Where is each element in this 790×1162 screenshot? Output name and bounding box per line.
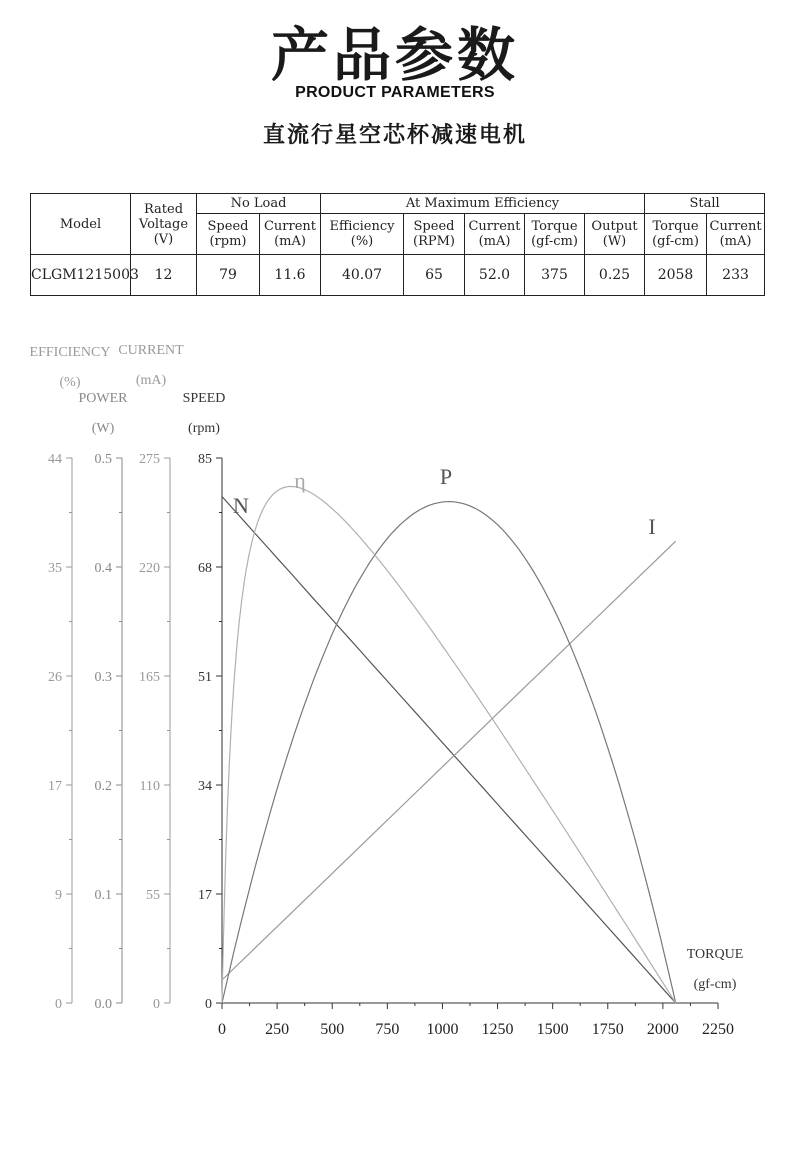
efficiency-axis-unit: (%) (59, 375, 81, 390)
power-tick-label: 0.5 (94, 452, 112, 467)
rated-voltage-header: Rated Voltage (V) (131, 194, 197, 255)
cell-voltage: 12 (131, 255, 197, 296)
x-tick-label: 250 (265, 1021, 290, 1038)
power-tick-label: 0.2 (94, 779, 112, 794)
cell-me-current: 52.0 (465, 255, 525, 296)
series-I-line (222, 541, 676, 980)
me-efficiency-header: Efficiency (%) (321, 214, 404, 255)
efficiency-tick-label: 26 (48, 670, 62, 685)
power-tick-label: 0.1 (94, 888, 112, 903)
power-axis-unit: (W) (91, 421, 115, 436)
st-torque-header: Torque (gf-cm) (645, 214, 707, 255)
no-load-header: No Load (197, 194, 321, 214)
cell-st-torque: 2058 (645, 255, 707, 296)
x-tick-label: 0 (218, 1021, 226, 1038)
parameters-table (30, 193, 765, 296)
x-tick-label: 500 (320, 1021, 345, 1038)
power-tick-label: 0.3 (94, 670, 112, 685)
efficiency-tick-label: 35 (48, 561, 62, 576)
power-tick-label: 0.0 (94, 997, 112, 1012)
me-current-header: Current (mA) (465, 214, 525, 255)
efficiency-tick-label: 44 (48, 452, 62, 467)
x-axis-label: TORQUE (686, 947, 744, 962)
efficiency-tick-label: 17 (48, 779, 62, 794)
speed-tick-label: 85 (198, 452, 212, 467)
efficiency-tick-label: 9 (55, 888, 62, 903)
x-tick-label: 2000 (646, 1021, 679, 1038)
cell-me-eff: 40.07 (321, 255, 404, 296)
me-torque-header: Torque (gf-cm) (525, 214, 585, 255)
efficiency-axis-label: EFFICIENCY (29, 345, 111, 360)
product-name: 直流行星空芯杯减速电机 (262, 123, 527, 148)
model-header: Model (31, 194, 131, 255)
page-title: 产品参数 (270, 21, 519, 89)
nl-speed-header: Speed (rpm) (197, 214, 260, 255)
series-label-eta: η (294, 468, 306, 493)
series-label-I: I (648, 514, 656, 539)
stall-header: Stall (645, 194, 765, 214)
cell-st-current: 233 (707, 255, 765, 296)
cell-me-output: 0.25 (585, 255, 645, 296)
speed-tick-label: 34 (198, 779, 212, 794)
performance-chart (0, 330, 790, 1070)
me-speed-header: Speed (RPM) (404, 214, 465, 255)
series-N-line (222, 497, 676, 1004)
cell-model: CLGM1215003 (31, 255, 131, 296)
x-axis-unit: (gf-cm) (693, 977, 737, 992)
speed-axis-unit: (rpm) (188, 421, 220, 436)
x-tick-label: 1000 (426, 1021, 459, 1038)
speed-tick-label: 68 (198, 561, 212, 576)
x-tick-label: 1500 (536, 1021, 569, 1038)
speed-tick-label: 0 (205, 997, 212, 1012)
series-label-N: N (233, 493, 249, 518)
cell-nl-speed: 79 (197, 255, 260, 296)
current-tick-label: 165 (139, 670, 160, 685)
current-tick-label: 110 (139, 779, 160, 794)
table-row (31, 255, 765, 296)
current-axis-label: CURRENT (118, 343, 184, 358)
power-tick-label: 0.4 (94, 561, 112, 576)
page-subtitle-en: PRODUCT PARAMETERS (295, 84, 495, 101)
series-eta-line (222, 487, 676, 1004)
speed-tick-label: 51 (198, 670, 212, 685)
current-tick-label: 55 (146, 888, 160, 903)
x-tick-label: 750 (375, 1021, 400, 1038)
x-tick-label: 2250 (702, 1021, 734, 1038)
x-tick-label: 1250 (481, 1021, 514, 1038)
current-tick-label: 220 (139, 561, 160, 576)
series-label-P: P (439, 464, 453, 489)
power-axis-label: POWER (78, 391, 128, 406)
current-axis-unit: (mA) (135, 373, 167, 388)
current-tick-label: 0 (153, 997, 160, 1012)
efficiency-tick-label: 0 (55, 997, 62, 1012)
nl-current-header: Current (mA) (260, 214, 321, 255)
max-efficiency-header: At Maximum Efficiency (321, 194, 645, 214)
me-output-header: Output (W) (585, 214, 645, 255)
speed-axis-label: SPEED (182, 391, 226, 406)
cell-nl-current: 11.6 (260, 255, 321, 296)
cell-me-speed: 65 (404, 255, 465, 296)
speed-tick-label: 17 (198, 888, 212, 903)
x-tick-label: 1750 (591, 1021, 624, 1038)
st-current-header: Current (mA) (707, 214, 765, 255)
current-tick-label: 275 (139, 452, 160, 467)
cell-me-torque: 375 (525, 255, 585, 296)
